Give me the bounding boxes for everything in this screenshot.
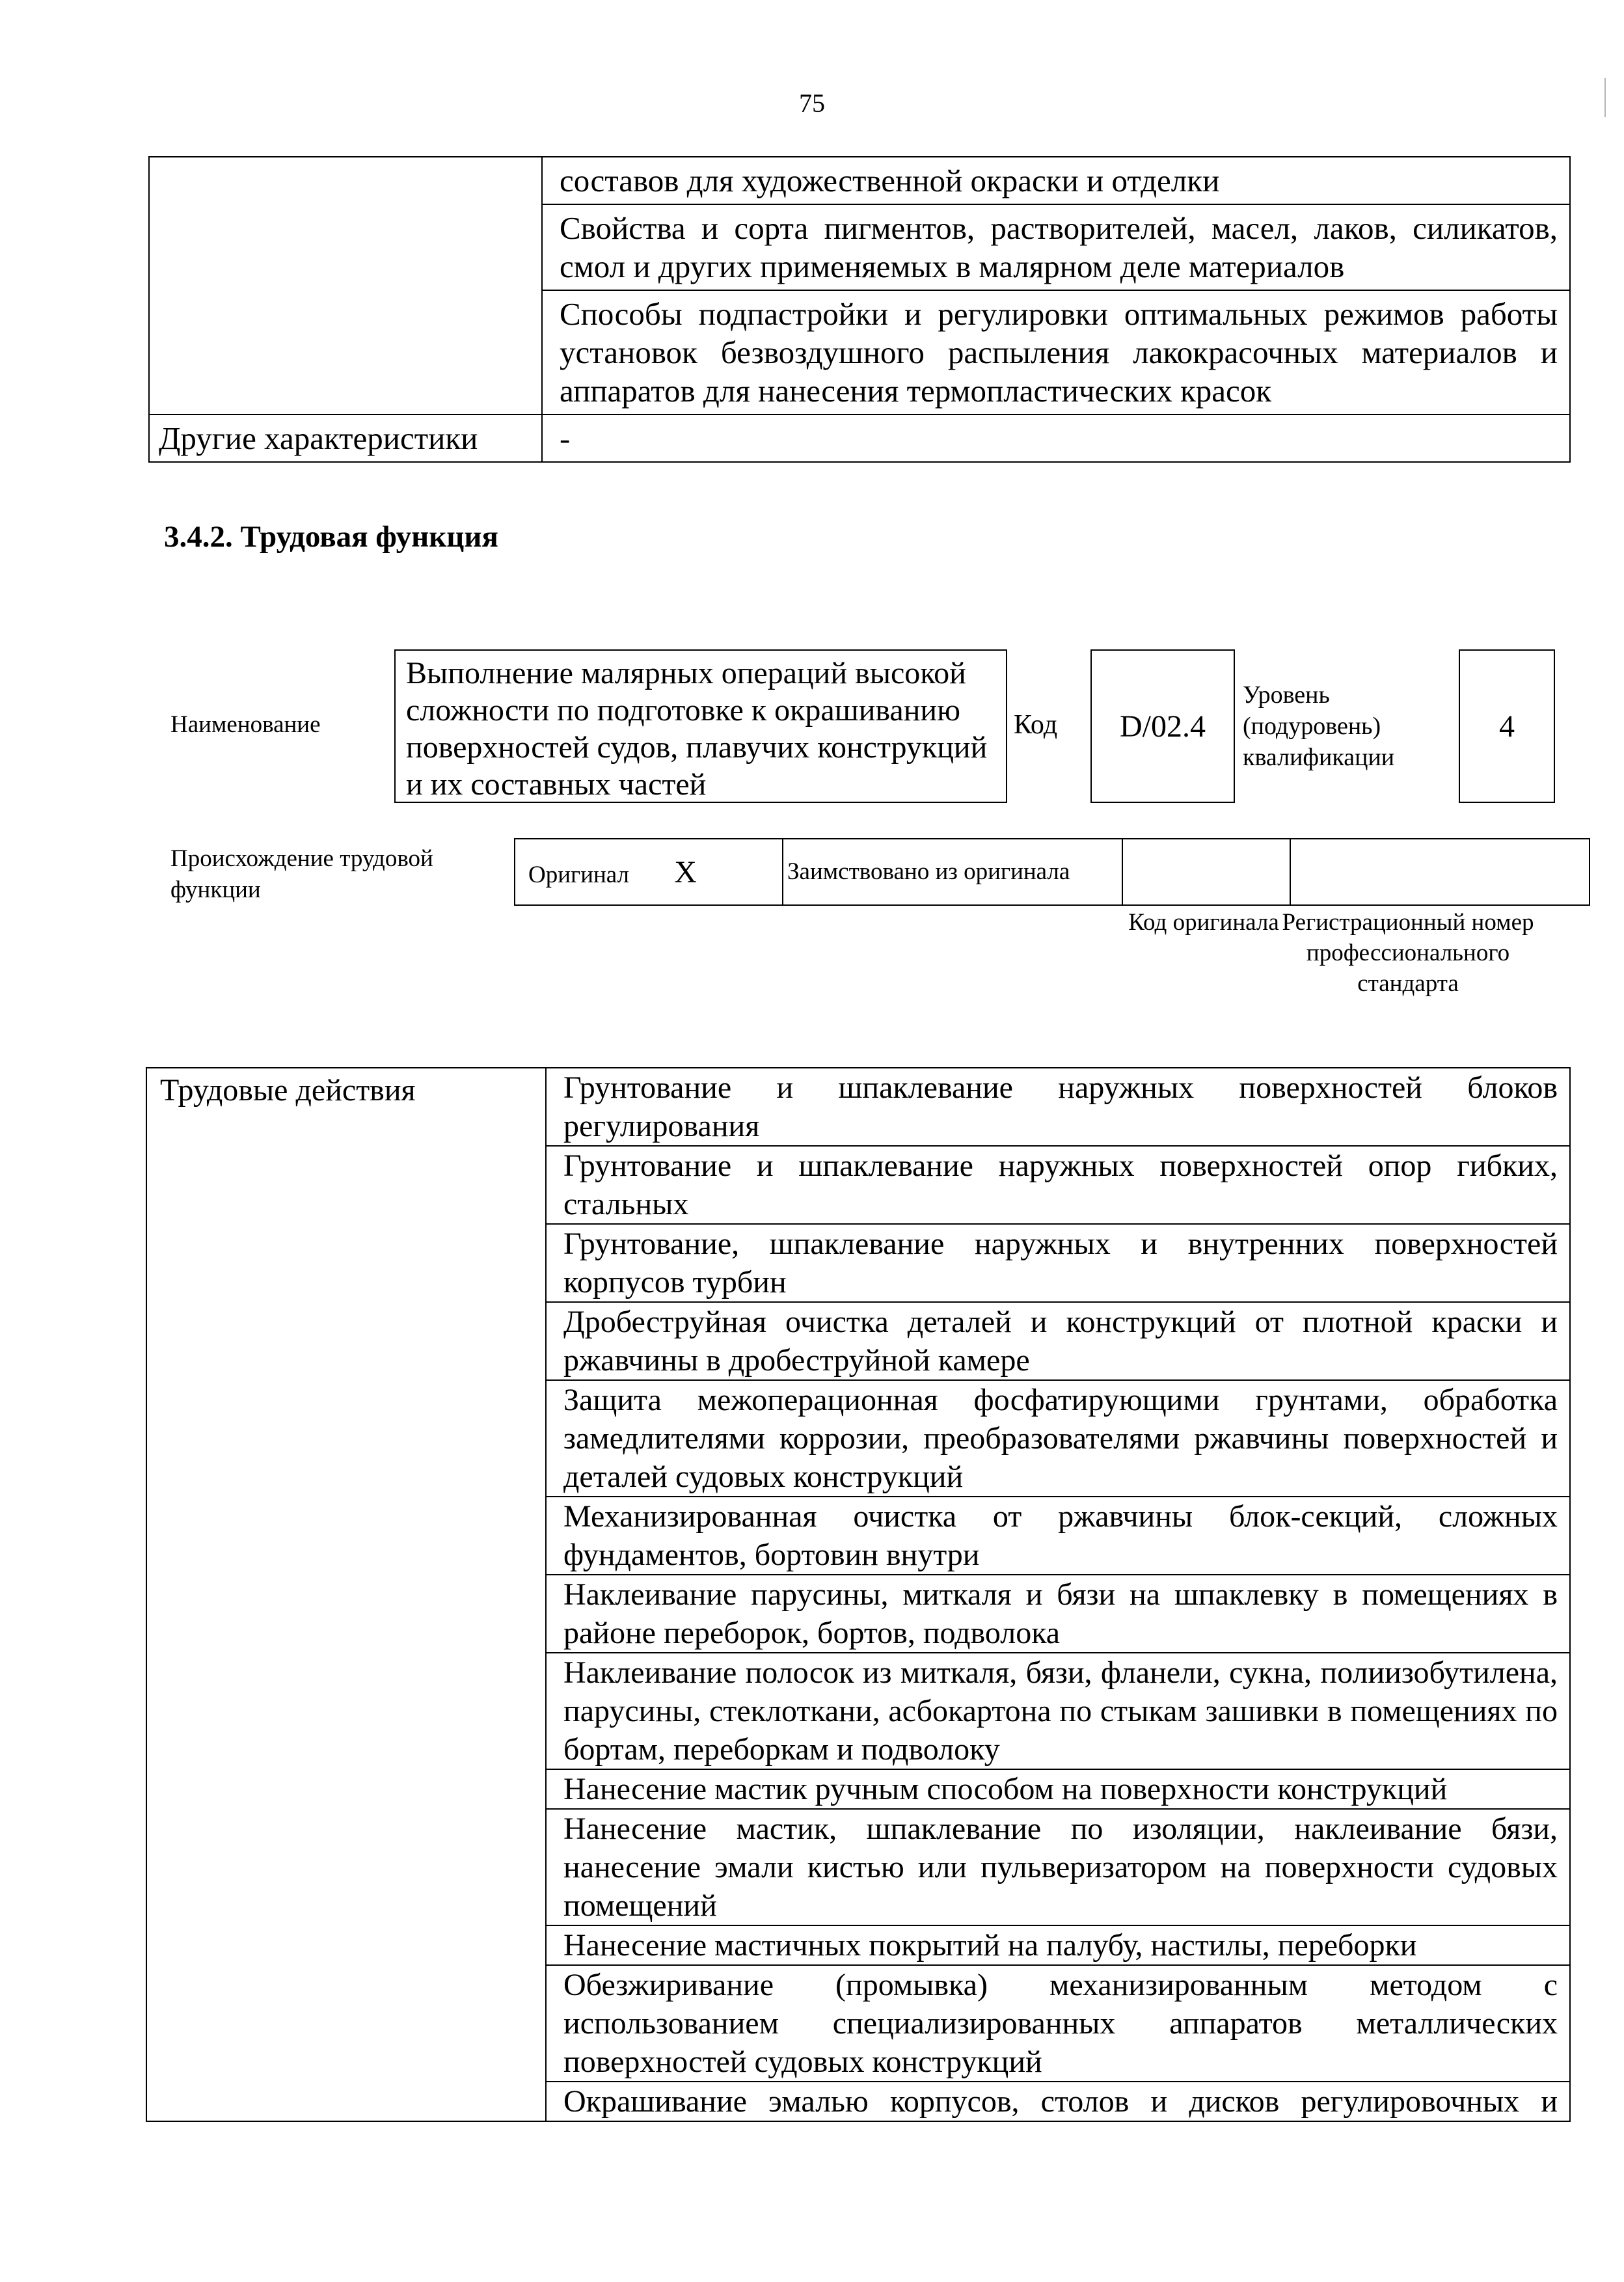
table-row: Способы подпастройки и регулировки оптимальных режимов работы установок безвоздушного распыления лакокрасочных материалов и аппаратов для нанесения термопластических красок xyxy=(542,290,1570,414)
origin-table xyxy=(514,838,1590,906)
other-characteristics-value: - xyxy=(542,414,1570,462)
section-heading: 3.4.2. Трудовая функция xyxy=(164,520,498,554)
reg-number-caption: Регистрационный номер профессионального стандарта xyxy=(1282,909,1534,997)
table-row: Окрашивание эмалью корпусов, столов и дисков регулировочных и xyxy=(546,2082,1570,2121)
table-row: Наклеивание парусины, миткаля и бязи на шпаклевку в помещениях в районе переборок, бортов, подволока xyxy=(546,1575,1570,1653)
table-row: Грунтование и шпаклевание наружных поверхностей опор гибких, стальных xyxy=(546,1146,1570,1224)
page-number: 75 xyxy=(799,88,825,118)
table-row: Нанесение мастичных покрытий на палубу, настилы, переборки xyxy=(546,1925,1570,1965)
function-code-box xyxy=(1090,649,1235,803)
table-row: Дробеструйная очистка деталей и конструкций от плотной краски и ржавчины в дробеструйной камере xyxy=(546,1302,1570,1380)
knowledge-continuation-table xyxy=(148,156,1571,463)
table-label-cell xyxy=(149,157,542,414)
table-row: Нанесение мастик, шпаклевание по изоляции, наклеивание бязи, нанесение эмали кистью или пульверизатором на поверхности судовых помещений xyxy=(546,1809,1570,1925)
code-original-caption: Код оригинала xyxy=(1128,909,1279,936)
name-label: Наименование xyxy=(170,711,321,738)
table-row: составов для художественной окраски и отделки xyxy=(542,157,1570,204)
table-row: Механизированная очистка от ржавчины блок-секций, сложных фундаментов, бортовин внутри xyxy=(546,1497,1570,1575)
table-row: Защита межоперационная фосфатирующими грунтами, обработка замедлителями коррозии, преобразователями ржавчины поверхностей и деталей судовых конструкций xyxy=(546,1380,1570,1497)
function-name-box: Выполнение малярных операций высокой сложности по подготовке к окрашиванию поверхностей судов, плавучих конструкций и их составных частей xyxy=(394,649,1007,803)
table-row: Свойства и сорта пигментов, растворителей, масел, лаков, силикатов, смол и других применяемых в малярном деле материалов xyxy=(542,204,1570,290)
origin-borrowed-cell: Заимствовано из оригинала xyxy=(783,839,1122,905)
table-row: Обезжиривание (промывка) механизированным методом с использованием специализированных аппаратов металлических поверхностей судовых конструкций xyxy=(546,1965,1570,2082)
origin-original-cell xyxy=(515,839,783,905)
origin-mark: X xyxy=(674,854,697,890)
origin-original-label: Оригинал xyxy=(528,861,630,888)
other-characteristics-label: Другие характеристики xyxy=(149,414,542,462)
table-row: Наклеивание полосок из миткаля, бязи, фланели, сукна, полиизобутилена, парусины, стеклоткани, асбокартона по стыкам зашивки в помещениях по бортам, переборкам и подволоку xyxy=(546,1653,1570,1769)
table-row: Нанесение мастик ручным способом на поверхности конструкций xyxy=(546,1769,1570,1809)
table-row: Грунтование и шпаклевание наружных поверхностей блоков регулирования xyxy=(546,1068,1570,1146)
labor-actions-table xyxy=(146,1067,1571,2122)
function-code-value: D/02.4 xyxy=(1120,709,1206,744)
table-row: Грунтование, шпаклевание наружных и внутренних поверхностей корпусов турбин xyxy=(546,1224,1570,1302)
code-original-cell xyxy=(1122,839,1290,905)
origin-label: Происхождение трудовой функции xyxy=(170,845,433,903)
reg-number-cell xyxy=(1290,839,1590,905)
qualification-level-value: 4 xyxy=(1499,709,1515,744)
qualification-level-box xyxy=(1459,649,1555,803)
labor-actions-label: Трудовые действия xyxy=(146,1068,546,2121)
qualification-level-label: Уровень (подуровень) квалификации xyxy=(1243,681,1395,771)
code-label: Код xyxy=(1014,710,1058,740)
